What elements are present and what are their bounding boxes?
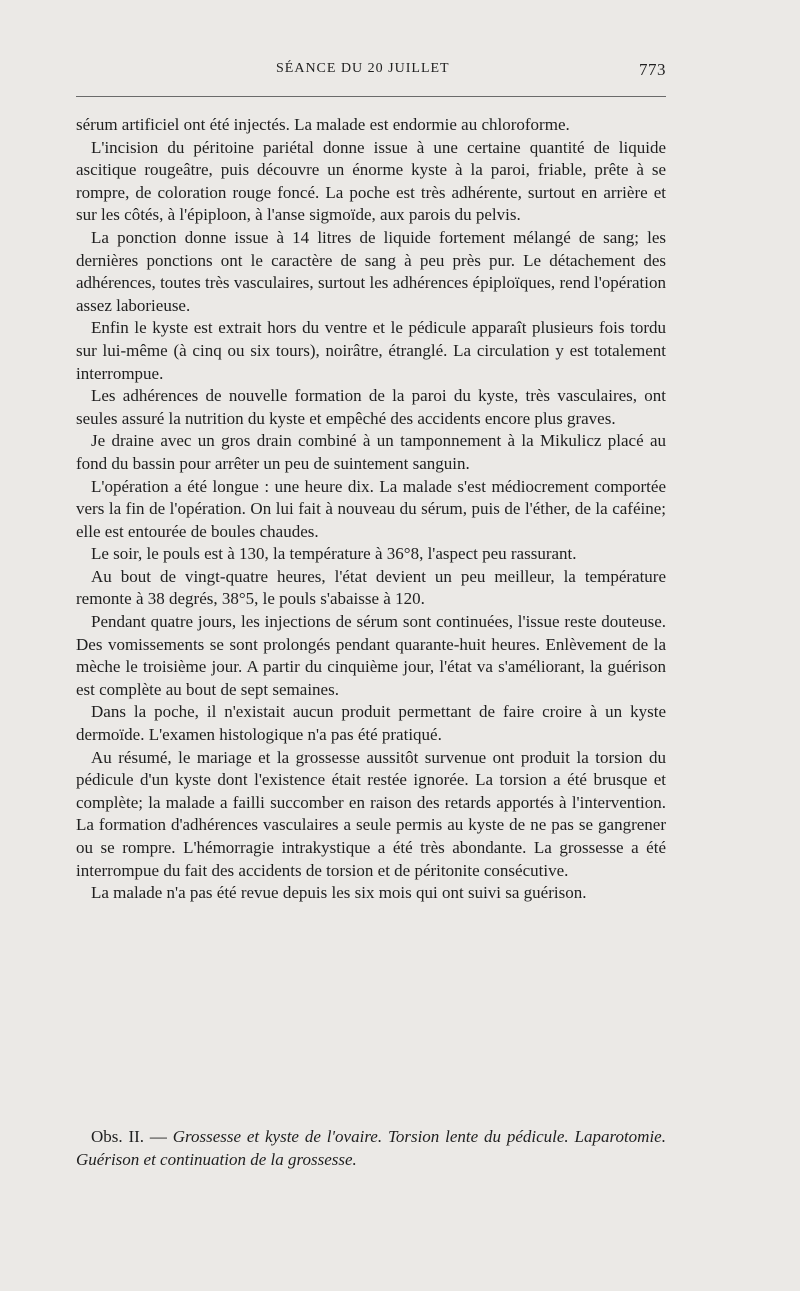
body-text — [76, 114, 666, 905]
observation-title: Grossesse et kyste de l'ovaire. Torsion lente du pédicule. Laparotomie. Guérison et continuation de la grossesse. — [76, 1127, 666, 1169]
paragraph: La malade n'a pas été revue depuis les six mois qui ont suivi sa guérison. — [91, 883, 587, 903]
paragraph: L'incision du péritoine pariétal donne issue à une certaine quantité de liquide ascitique rougeâtre, puis découvre un énorme kyste à la paroi, friable, prête à se rompre, de coloration rouge foncé. La poche est très adhérente, surtout en arrière et sur les côtés, à l'épiploon, à l'anse sigmoïde, aux parois du pelvis. — [76, 137, 666, 225]
paragraph: Enfin le kyste est extrait hors du ventre et le pédicule apparaît plusieurs fois tordu sur lui-même (à cinq ou six tours), noirâtre, étranglé. La circulation y est totalement interrompue. — [76, 318, 666, 383]
paragraph: Pendant quatre jours, les injections de sérum sont continuées, l'issue reste douteuse. Des vomissements se sont prolongés pendant quarante-huit heures. Enlèvement de la mèche le troisième jour. A partir du cinquième jour, l'état va s'améliorant, la guérison est complète au bout de sept semaines. — [76, 612, 666, 699]
paragraph: sérum artificiel ont été injectés. La malade est endormie au chloroforme. — [76, 115, 570, 134]
page-number: 773 — [639, 60, 666, 79]
observation-heading — [76, 1125, 666, 1171]
paragraph: Au bout de vingt-quatre heures, l'état devient un peu meilleur, la température remonte à 38 degrés, 38°5, le pouls s'abaisse à 120. — [76, 566, 666, 609]
paragraph: Les adhérences de nouvelle formation de la paroi du kyste, très vasculaires, ont seules assuré la nutrition du kyste et empêché des accidents encore plus graves. — [76, 386, 666, 428]
running-title: SÉANCE DU 20 JUILLET — [276, 61, 450, 76]
paragraph: L'opération a été longue : une heure dix. La malade s'est médiocrement comportée vers la fin de l'opération. On lui fait à nouveau du sérum, puis de l'éther, de la caféine; elle est entourée de boules chaudes. — [76, 476, 666, 541]
page-header — [76, 61, 666, 81]
paragraph: Le soir, le pouls est à 130, la température à 36°8, l'aspect peu rassurant. — [91, 544, 577, 564]
paragraph: Au résumé, le mariage et la grossesse aussitôt survenue ont produit la torsion du pédicule d'un kyste dont l'existence était restée ignorée. La torsion a été brusque et complète; la malade a failli succomber en raison des retards apportés à l'intervention. La formation d'adhérences vasculaires a seule permis au kyste de ne pas se gangrener ou se rompre. L'hémorragie intrakystique a été très abondante. La grossesse a été interrompue du fait des accidents de torsion et de péritonite consécutive. — [76, 747, 666, 880]
paragraph: Je draine avec un gros drain combiné à un tamponnement à la Mikulicz placé au fond du bassin pour arrêter un peu de suintement sanguin. — [76, 431, 666, 473]
header-rule — [76, 96, 666, 97]
observation-label: Obs. II. — — [91, 1127, 173, 1146]
paragraph: La ponction donne issue à 14 litres de liquide fortement mélangé de sang; les dernières ponctions ont le caractère de sang à peu près pur. Le détachement des adhérences, toutes très vasculaires, surtout les adhérences épiploïques, rend l'opération assez laborieuse. — [76, 227, 666, 315]
paragraph: Dans la poche, il n'existait aucun produit permettant de faire croire à un kyste dermoïde. L'examen histologique n'a pas été pratiqué. — [76, 702, 666, 745]
